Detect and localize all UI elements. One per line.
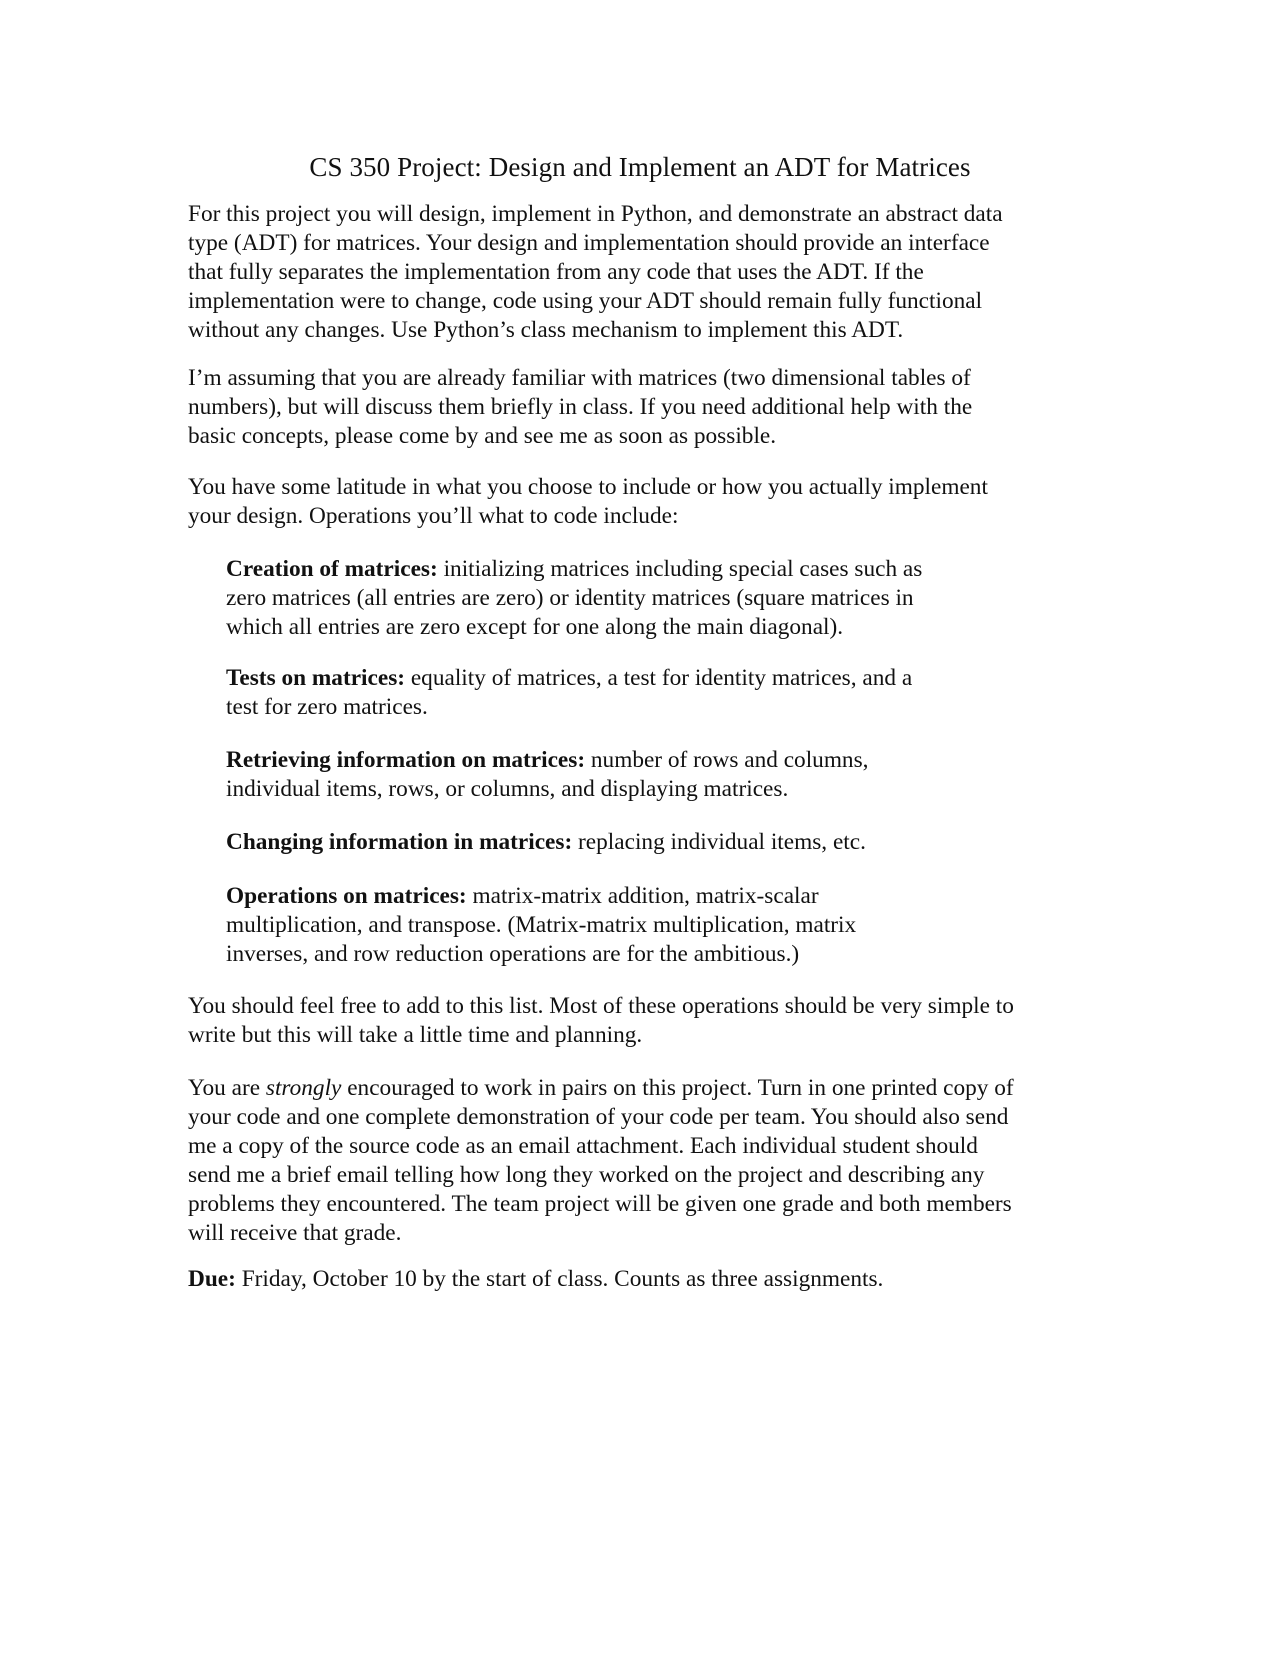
pairs-paragraph xyxy=(188,1074,1014,1247)
operation-heading: Tests on matrices: xyxy=(226,665,406,691)
operation-heading: Creation of matrices: xyxy=(226,556,438,582)
free-to-add-line: You should feel free to add to this list. Most of these operations should be very simple to xyxy=(188,993,1014,1019)
operation-line: individual items, rows, or columns, and displaying matrices. xyxy=(226,775,789,802)
operation-item-operations xyxy=(226,882,856,969)
pairs-emphasis: strongly xyxy=(265,1075,342,1101)
operation-text: replacing individual items, etc. xyxy=(572,829,866,855)
latitude-line: You have some latitude in what you choose to include or how you actually implement xyxy=(188,474,988,500)
operation-heading: Operations on matrices: xyxy=(226,883,467,909)
operation-text: initializing matrices including special cases such as xyxy=(437,556,923,582)
page-title: CS 350 Project: Design and Implement an ADT for Matrices xyxy=(309,152,971,182)
free-to-add-paragraph xyxy=(188,992,1014,1050)
operation-item-changing xyxy=(226,828,866,857)
operation-line: test for zero matrices. xyxy=(226,693,428,720)
operation-first-line xyxy=(226,555,922,584)
pairs-line: will receive that grade. xyxy=(188,1219,402,1246)
assumption-line: I’m assuming that you are already familiar with matrices (two dimensional tables of xyxy=(188,365,971,391)
operation-item-retrieving xyxy=(226,746,868,804)
pairs-line: your code and one complete demonstration of your code per team. You should also send xyxy=(188,1103,1009,1130)
assumption-line: numbers), but will discuss them briefly in class. If you need additional help with the xyxy=(188,393,973,420)
pairs-line: send me a brief email telling how long they worked on the project and describing any xyxy=(188,1161,985,1188)
intro-line: implementation were to change, code using your ADT should remain fully functional xyxy=(188,287,983,314)
operation-item-creation xyxy=(226,555,922,642)
latitude-paragraph xyxy=(188,473,988,531)
operation-item-tests xyxy=(226,664,912,722)
operation-line: which all entries are zero except for one along the main diagonal). xyxy=(226,613,844,640)
due-paragraph xyxy=(188,1265,883,1294)
pairs-rest: encouraged to work in pairs on this project. Turn in one printed copy of xyxy=(341,1075,1014,1101)
due-label: Due: xyxy=(188,1266,236,1292)
intro-paragraph xyxy=(188,200,1003,345)
free-to-add-line: write but this will take a little time and planning. xyxy=(188,1021,643,1048)
operation-text: matrix-matrix addition, matrix-scalar xyxy=(466,883,819,909)
intro-line: type (ADT) for matrices. Your design and implementation should provide an interface xyxy=(188,229,990,256)
operation-heading: Retrieving information on matrices: xyxy=(226,747,586,773)
pairs-prefix: You are xyxy=(188,1075,266,1101)
operation-first-line xyxy=(226,828,866,857)
operation-heading: Changing information in matrices: xyxy=(226,829,573,855)
due-text: Friday, October 10 by the start of class. Counts as three assignments. xyxy=(235,1266,884,1292)
intro-line: without any changes. Use Python’s class mechanism to implement this ADT. xyxy=(188,316,904,343)
operation-line: inverses, and row reduction operations are for the ambitious.) xyxy=(226,940,800,967)
operation-first-line xyxy=(226,882,856,911)
operation-line: zero matrices (all entries are zero) or identity matrices (square matrices in xyxy=(226,584,914,611)
intro-line: that fully separates the implementation from any code that uses the ADT. If the xyxy=(188,258,924,285)
pairs-first-line xyxy=(188,1074,1014,1103)
due-line xyxy=(188,1265,883,1294)
assumption-line: basic concepts, please come by and see me as soon as possible. xyxy=(188,422,777,449)
assumption-paragraph xyxy=(188,364,972,451)
operation-first-line xyxy=(226,664,912,693)
operation-line: multiplication, and transpose. (Matrix-matrix multiplication, matrix xyxy=(226,911,857,938)
pairs-line: problems they encountered. The team project will be given one grade and both members xyxy=(188,1190,1012,1217)
operation-text: equality of matrices, a test for identity matrices, and a xyxy=(405,665,913,691)
intro-line: For this project you will design, implement in Python, and demonstrate an abstract data xyxy=(188,201,1003,227)
pairs-line: me a copy of the source code as an email attachment. Each individual student should xyxy=(188,1132,978,1159)
operation-first-line xyxy=(226,746,868,775)
latitude-line: your design. Operations you’ll what to code include: xyxy=(188,502,679,529)
operation-text: number of rows and columns, xyxy=(585,747,869,773)
